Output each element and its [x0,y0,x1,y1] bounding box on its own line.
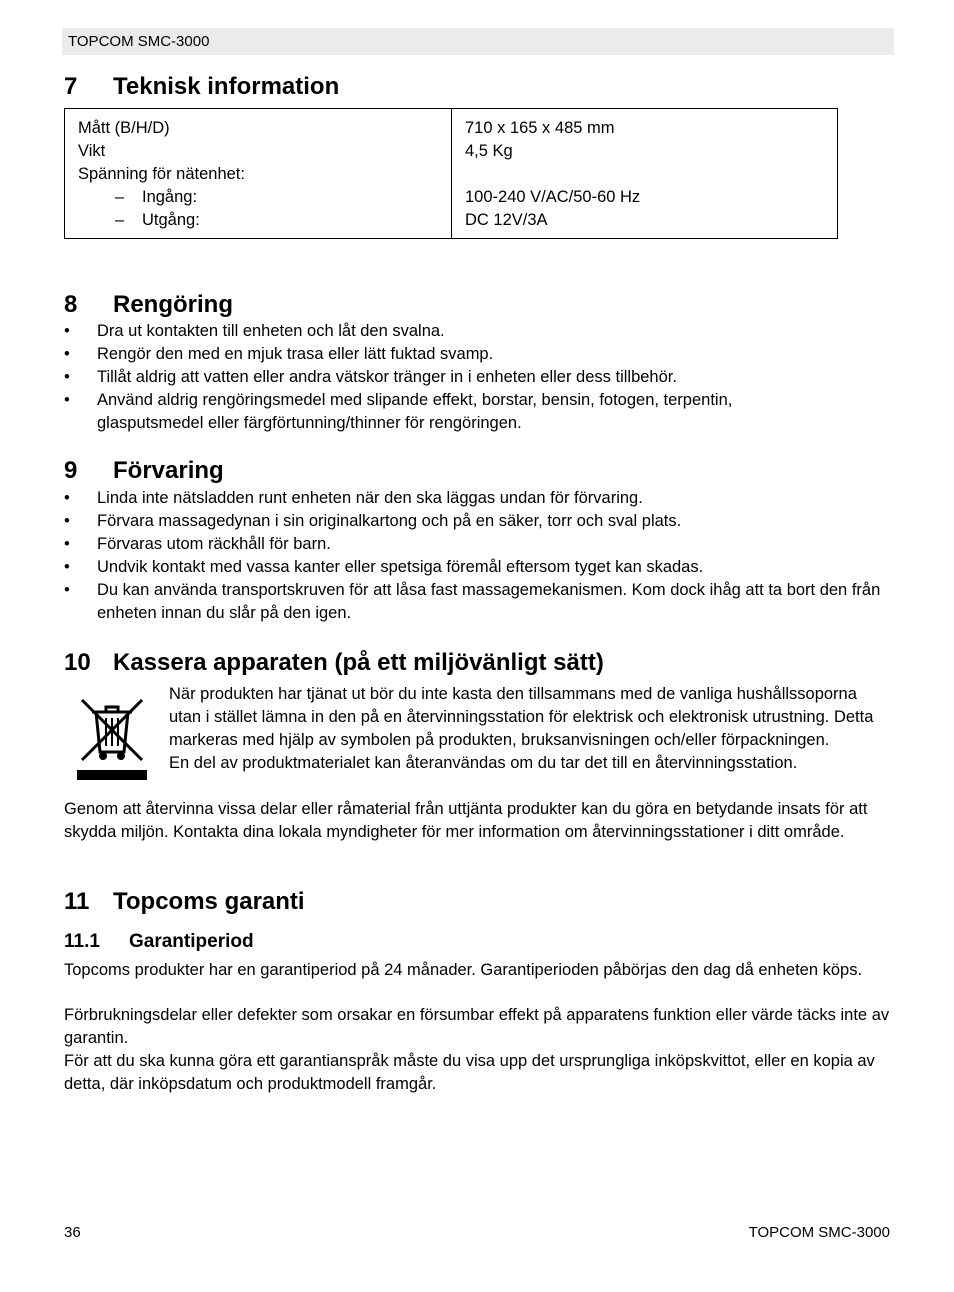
list-item-text: Förvaras utom räckhåll för barn. [97,535,331,553]
bullet: • [64,489,70,507]
page-number: 36 [64,1224,81,1241]
disposal-text-2: En del av produktmaterialet kan återanvändas om du tar det till en återvinningsstation. [169,754,798,772]
warranty-paragraph-1: Topcoms produkter har en garantiperiod på 24 månader. Garantiperioden påbörjas den dag då enheten köps. [64,961,863,979]
spec-dash: – [115,188,125,206]
bullet: • [64,535,70,553]
list-item [64,510,927,533]
list-item-text: Tillåt aldrig att vatten eller andra vätskor tränger in i enheten eller dess tillbehör. [97,368,677,386]
list-item [64,533,927,556]
section-title: Rengöring [113,291,233,318]
list-item [64,366,927,389]
spec-dash: – [115,211,125,229]
bullet: • [64,391,70,409]
storage-list [64,487,927,625]
list-item [64,487,927,510]
list-item-text: Du kan använda transportskruven för att låsa fast massagemekanismen. Kom dock ihåg att ta bort den från enheten innan du slår på den igen. [97,581,881,622]
spec-value-input: 100-240 V/AC/50-60 Hz [465,188,641,206]
list-item-text: Förvara massagedynan i sin originalkartong och på en säker, torr och sval plats. [97,512,682,530]
spec-value-output: DC 12V/3A [465,211,548,229]
section-number: 7 [64,73,78,100]
disposal-text-1: När produkten har tjänat ut bör du inte kasta den tillsammans med de vanliga hushållssoporna utan i stället lämna in den på en återvinningsstation för elektrisk och elektronisk utrustning. Detta markeras med hjälp av symbolen på produkten, bruksanvisningen och/eller förpackningen. [169,685,874,749]
table-divider [451,109,452,238]
bullet: • [64,368,70,386]
section-number: 11 [64,888,90,915]
list-item [64,320,927,343]
list-item-text: Linda inte nätsladden runt enheten när den ska läggas undan för förvaring. [97,489,643,507]
header-title: TOPCOM SMC-3000 [68,33,210,50]
section-title: Kassera apparaten (på ett miljövänligt sätt) [113,649,604,676]
disposal-paragraph [169,683,889,775]
list-item [64,389,827,435]
spec-table [64,108,838,239]
spec-label-weight: Vikt [78,142,106,160]
list-item-text: Rengör den med en mjuk trasa eller lätt fuktad svamp. [97,345,494,363]
bullet: • [64,558,70,576]
warranty-paragraph-2: Förbrukningsdelar eller defekter som orsakar en försumbar effekt på apparatens funktion eller värde täcks inte av garantin. [64,1006,890,1047]
section-number: 9 [64,457,78,484]
bullet: • [64,322,70,340]
section-title: Teknisk information [113,73,340,100]
warranty-paragraph-3: För att du ska kunna göra ett garantianspråk måste du visa upp det ursprungliga inköpskvittot, eller en kopia av detta, där inköpsdatum och produktmodell framgår. [64,1052,875,1093]
recycling-paragraph: Genom att återvinna vissa delar eller råmaterial från uttjänta produkter kan du göra en betydande insats för att skydda miljön. Kontakta dina lokala myndigheter för mer information om återvinningsstationer i ditt område. [64,800,868,841]
weee-crossed-bin-icon [76,694,148,782]
list-item-text: Dra ut kontakten till enheten och låt den svalna. [97,322,445,340]
list-item-text: Använd aldrig rengöringsmedel med slipande effekt, borstar, bensin, fotogen, terpentin, glasputsmedel eller färgförtunning/thinner för rengöringen. [97,391,733,432]
footer-title: TOPCOM SMC-3000 [748,1224,890,1241]
bullet: • [64,512,70,530]
bullet: • [64,345,70,363]
section-number: 8 [64,291,78,318]
bullet: • [64,581,70,599]
spec-label-output: Utgång: [142,211,200,229]
spec-label-voltage: Spänning för nätenhet: [78,165,245,183]
subsection-number: 11.1 [64,931,100,952]
cleaning-list [64,320,927,435]
list-item [64,579,927,625]
spec-value-dimensions: 710 x 165 x 485 mm [465,119,615,137]
section-title: Topcoms garanti [113,888,305,915]
spec-label-input: Ingång: [142,188,198,206]
list-item-text: Undvik kontakt med vassa kanter eller spetsiga föremål eftersom tyget kan skadas. [97,558,704,576]
list-item [64,343,927,366]
list-item [64,556,927,579]
spec-label-dimensions: Mått (B/H/D) [78,119,170,137]
section-title: Förvaring [113,457,224,484]
subsection-title: Garantiperiod [129,931,254,952]
running-header [62,28,894,55]
spec-value-weight: 4,5 Kg [465,142,513,160]
section-number: 10 [64,649,91,676]
